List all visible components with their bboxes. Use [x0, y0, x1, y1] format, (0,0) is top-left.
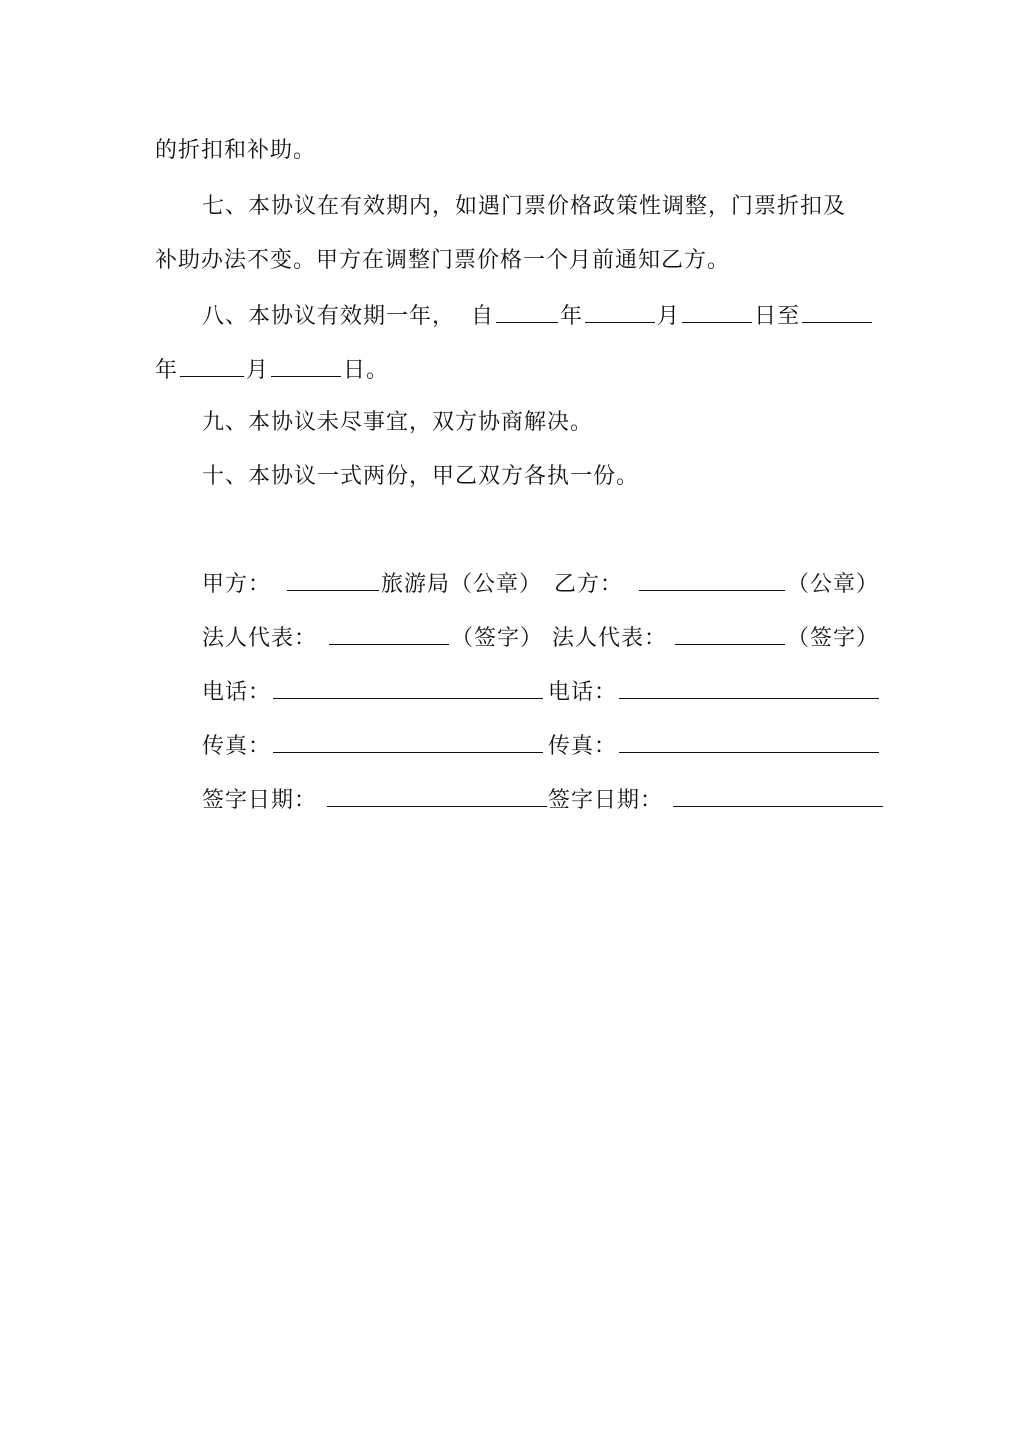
rep-a-suffix: （签字） [451, 626, 544, 651]
clause-8-line-2 [155, 354, 389, 386]
start-year-blank[interactable] [496, 300, 558, 323]
rep-b-suffix: （签字） [787, 626, 880, 651]
phone-b-label: 电话： [548, 680, 618, 705]
party-a-suffix: 旅游局（公章） [381, 572, 543, 597]
rep-b-label: 法人代表： [552, 626, 668, 651]
clause-8-month: 月 [657, 304, 681, 329]
fax-b [548, 730, 881, 762]
clause-9: 九、本协议未尽事宜，双方协商解决。 [202, 410, 594, 435]
rep-a [202, 622, 543, 654]
clause-8-line2-year: 年 [155, 358, 179, 383]
rep-a-blank[interactable] [329, 622, 449, 645]
sign-date-a-blank[interactable] [327, 784, 547, 807]
party-b-name-blank[interactable] [639, 568, 785, 591]
end-day-blank[interactable] [271, 354, 341, 377]
end-year-blank[interactable] [802, 300, 872, 323]
representative-row [202, 622, 892, 654]
fax-row [202, 730, 892, 762]
clause-8-day-to: 日至 [754, 304, 801, 329]
sign-date-a-label: 签字日期： [202, 788, 318, 813]
party-a-name-blank[interactable] [287, 568, 379, 591]
party-a [202, 568, 542, 600]
clause-7-line-2: 补助办法不变。甲方在调整门票价格一个月前通知乙方。 [155, 248, 731, 273]
fax-a [202, 730, 545, 762]
fax-a-label: 传真： [202, 734, 272, 759]
phone-b-blank[interactable] [619, 676, 879, 699]
clause-8-prefix: 八、本协议有效期一年， [202, 304, 456, 329]
phone-a [202, 676, 545, 708]
fax-a-blank[interactable] [273, 730, 543, 753]
clause-7-line-1: 七、本协议在有效期内，如遇门票价格政策性调整，门票折扣及 [202, 194, 847, 219]
start-month-blank[interactable] [585, 300, 655, 323]
party-b-label: 乙方： [554, 572, 624, 597]
paragraph-6-tail: 的折扣和补助。 [155, 138, 317, 163]
party-a-label: 甲方： [202, 572, 272, 597]
phone-b [548, 676, 881, 708]
phone-row [202, 676, 892, 708]
clause-8-line-1 [202, 300, 874, 332]
sign-date-b [548, 784, 885, 816]
phone-a-label: 电话： [202, 680, 272, 705]
fax-b-label: 传真： [548, 734, 618, 759]
clause-8-line2-month: 月 [246, 358, 270, 383]
rep-a-label: 法人代表： [202, 626, 318, 651]
rep-b [552, 622, 879, 654]
sign-date-row [202, 784, 892, 816]
party-row [202, 568, 892, 600]
start-day-blank[interactable] [682, 300, 752, 323]
sign-date-b-label: 签字日期： [548, 788, 664, 813]
rep-b-blank[interactable] [675, 622, 785, 645]
end-month-blank[interactable] [180, 354, 244, 377]
fax-b-blank[interactable] [619, 730, 879, 753]
clause-8-from: 自 [471, 304, 495, 329]
phone-a-blank[interactable] [273, 676, 543, 699]
party-b [554, 568, 879, 600]
clause-8-year: 年 [560, 304, 584, 329]
sign-date-b-blank[interactable] [673, 784, 883, 807]
clause-8-line2-day: 日。 [343, 358, 390, 383]
sign-date-a [202, 784, 549, 816]
party-b-suffix: （公章） [787, 572, 880, 597]
clause-10: 十、本协议一式两份，甲乙双方各执一份。 [202, 464, 640, 489]
